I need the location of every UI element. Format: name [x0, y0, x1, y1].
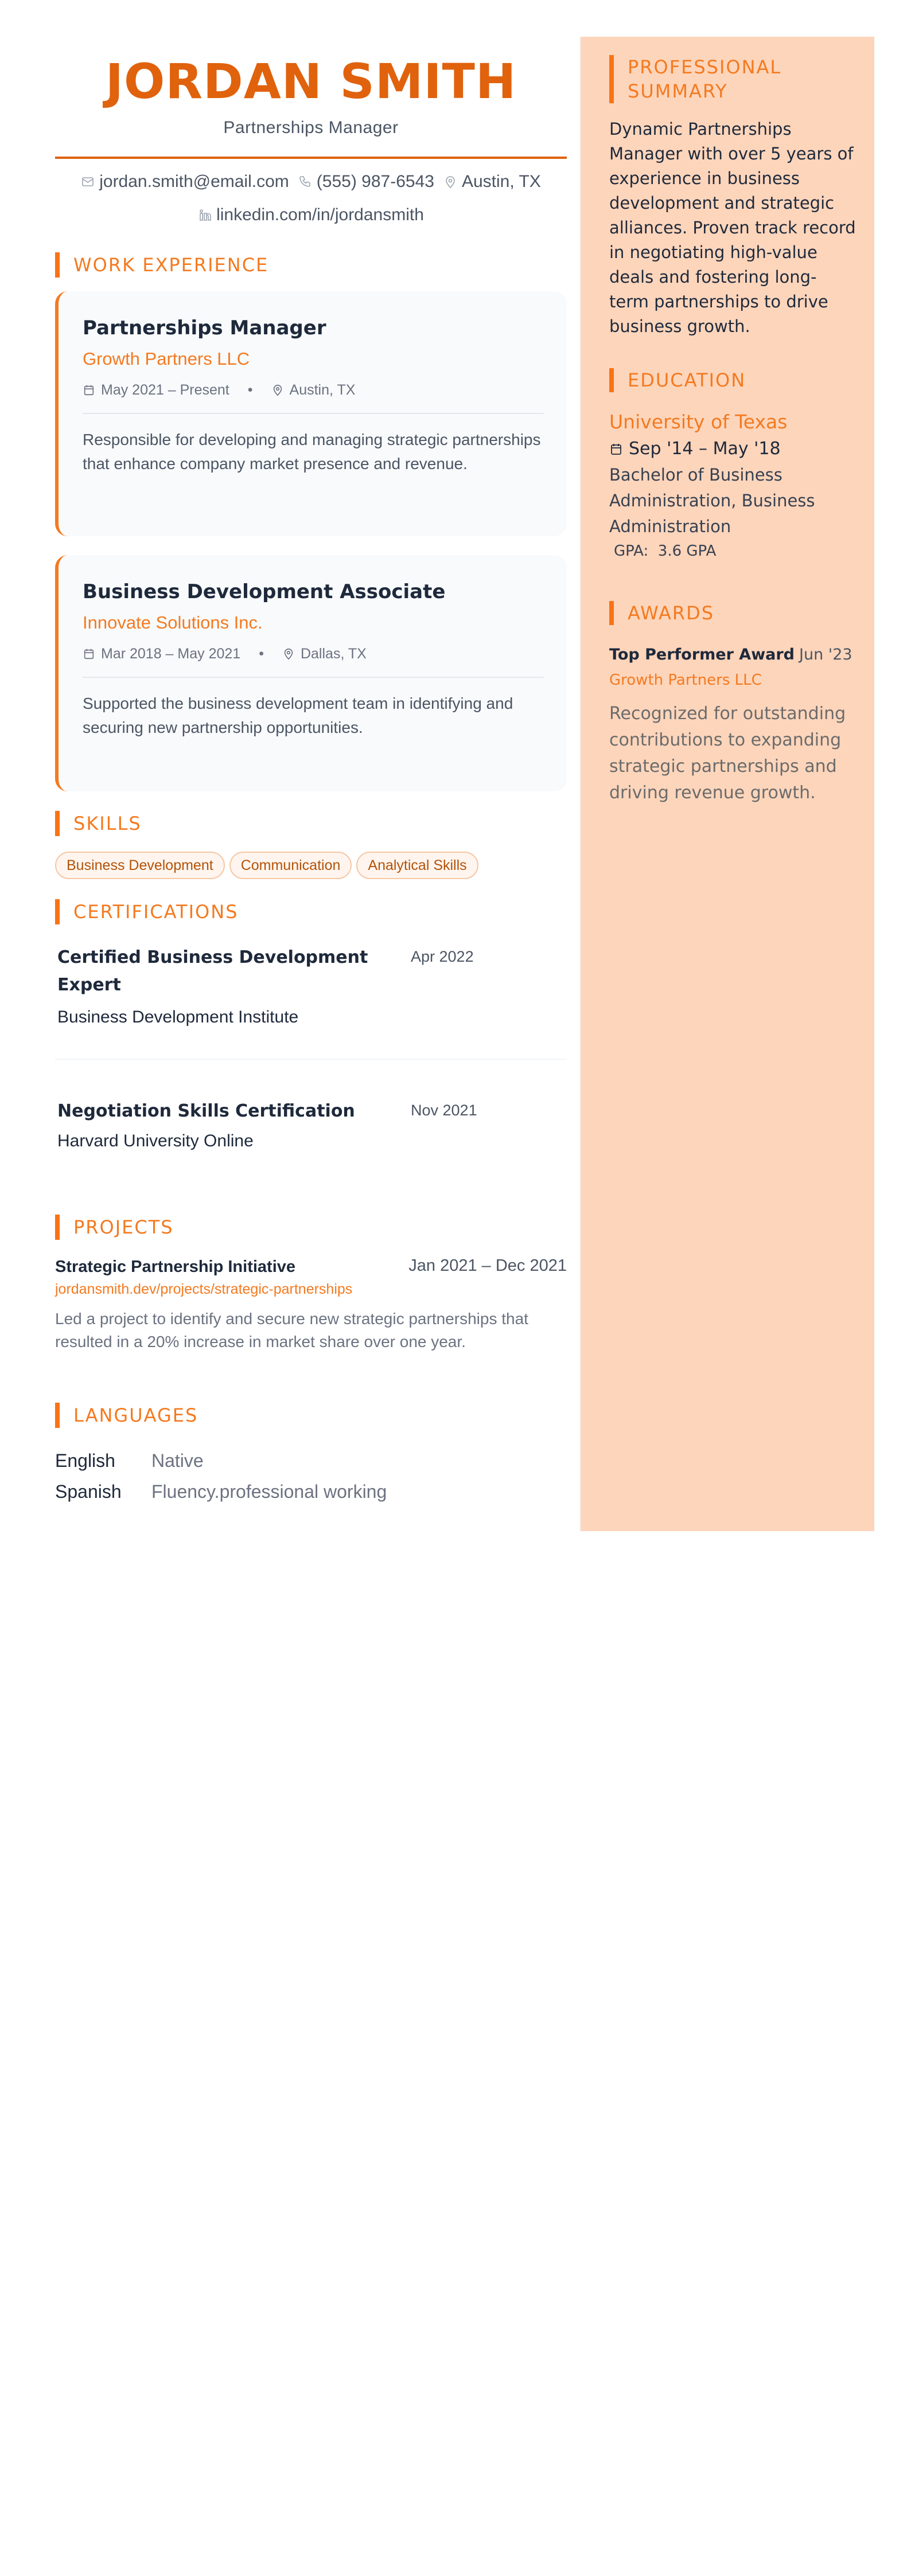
- linkedin-icon: [198, 208, 212, 222]
- section-title-cont: SUMMARY: [628, 80, 728, 102]
- project-description: Led a project to identify and secure new strategic partnerships that resulted in a 20% increase in market share over one year.: [55, 1310, 528, 1351]
- job-title: Partnerships Manager: [83, 317, 326, 339]
- section-accent-bar: [55, 252, 60, 278]
- contact-phone[interactable]: [298, 172, 434, 192]
- job-title: Business Development Associate: [83, 580, 446, 603]
- calendar-icon: [83, 647, 95, 660]
- section-heading-work-experience: [55, 252, 268, 278]
- certification-issuer: Business Development Institute: [57, 1008, 299, 1027]
- section-title: PROJECTS: [73, 1216, 174, 1238]
- section-accent-bar: [609, 368, 614, 392]
- header-divider: [55, 157, 567, 159]
- skill-tag: Business Development: [55, 852, 225, 879]
- award-organization: Growth Partners LLC: [609, 672, 762, 689]
- company-name: Growth Partners LLC: [83, 349, 250, 369]
- education-dates: Sep '14 – May '18: [629, 439, 781, 459]
- contact-row-2: [55, 205, 567, 225]
- language-level: Fluency.professional working: [151, 1481, 387, 1502]
- contact-location: [443, 172, 541, 192]
- section-title: LANGUAGES: [73, 1404, 198, 1426]
- section-title: SKILLS: [73, 813, 142, 834]
- card-divider: [83, 413, 544, 414]
- email-text: jordan.smith@email.com: [99, 172, 289, 191]
- certification-date: Nov 2021: [411, 1102, 477, 1119]
- section-heading-projects: [55, 1215, 174, 1240]
- calendar-icon: [609, 442, 623, 456]
- skill-tag: Analytical Skills: [356, 852, 478, 879]
- gpa: [609, 540, 856, 563]
- section-heading-awards: [609, 601, 714, 625]
- location-text: Austin, TX: [461, 172, 541, 191]
- candidate-name: JORDAN SMITH: [105, 53, 517, 110]
- award-header: [609, 642, 856, 668]
- language-item: [55, 1477, 387, 1506]
- certification-title: Certified Business Development Expert: [57, 947, 368, 995]
- company-name: Innovate Solutions Inc.: [83, 612, 263, 633]
- contact-linkedin[interactable]: [198, 205, 424, 225]
- job-dates: Mar 2018 – May 2021: [101, 646, 241, 662]
- project-title: Strategic Partnership Initiative: [55, 1258, 296, 1276]
- section-heading-certifications: [55, 899, 238, 924]
- certification-divider: [55, 1059, 567, 1060]
- section-accent-bar: [55, 1403, 60, 1428]
- summary-text: Dynamic Partnerships Manager with over 5 years of experience in business development and strategic alliances. Proven track record in negotiating high-value deals and fostering long-term partnerships to drive business growth.: [609, 119, 856, 336]
- map-pin-icon: [443, 175, 457, 189]
- award-title: Top Performer Award: [609, 646, 795, 663]
- job-location: Dallas, TX: [300, 646, 367, 662]
- experience-card: [55, 555, 567, 791]
- experience-card: [55, 291, 567, 536]
- language-name: Spanish: [55, 1481, 122, 1502]
- gpa-value: 3.6 GPA: [657, 542, 717, 560]
- language-name: English: [55, 1450, 115, 1471]
- section-title: EDUCATION: [628, 369, 746, 391]
- contact-row: [55, 172, 567, 192]
- certification-issuer: Harvard University Online: [57, 1131, 254, 1150]
- sidebar: [580, 37, 874, 1531]
- mail-icon: [81, 175, 95, 189]
- map-pin-icon: [282, 647, 295, 660]
- phone-text: (555) 987-6543: [316, 172, 434, 191]
- section-accent-bar: [609, 55, 614, 103]
- job-meta: [83, 642, 544, 665]
- section-title: WORK EXPERIENCE: [73, 254, 269, 276]
- section-accent-bar: [609, 601, 614, 625]
- certification-title: Negotiation Skills Certification: [57, 1101, 355, 1121]
- skill-tag: Communication: [229, 852, 352, 879]
- contact-email[interactable]: [81, 172, 289, 192]
- award-item: [609, 642, 856, 806]
- school-name: University of Texas: [609, 411, 788, 433]
- card-divider: [83, 677, 544, 678]
- project-dates: Jan 2021 – Dec 2021: [408, 1256, 567, 1275]
- section-title: CERTIFICATIONS: [73, 901, 239, 923]
- gpa-label: GPA:: [614, 542, 649, 560]
- job-meta: [83, 378, 544, 401]
- award-description: Recognized for outstanding contributions to expanding strategic partnerships and driving revenue growth.: [609, 704, 846, 803]
- language-level: Native: [151, 1450, 204, 1471]
- phone-icon: [298, 175, 312, 189]
- award-date: Jun '23: [799, 646, 852, 663]
- separator-dot: •: [247, 382, 253, 398]
- section-accent-bar: [55, 899, 60, 924]
- linkedin-text: linkedin.com/in/jordansmith: [216, 205, 424, 224]
- job-dates: May 2021 – Present: [101, 382, 229, 398]
- skills-list: [55, 852, 478, 879]
- section-heading-languages: [55, 1403, 198, 1428]
- language-item: [55, 1446, 204, 1475]
- certification-date: Apr 2022: [411, 948, 474, 965]
- candidate-headline: Partnerships Manager: [223, 118, 399, 137]
- section-title: PROFESSIONAL: [628, 56, 782, 78]
- section-accent-bar: [55, 1215, 60, 1240]
- section-accent-bar: [55, 811, 60, 836]
- section-heading-skills: [55, 811, 142, 836]
- project-link[interactable]: jordansmith.dev/projects/strategic-partnerships: [55, 1281, 353, 1297]
- section-heading-professional-summary: [609, 55, 781, 103]
- job-description: Supported the business development team in identifying and securing new partnership opportunities.: [83, 694, 513, 736]
- section-title: AWARDS: [628, 602, 715, 624]
- separator-dot: •: [259, 646, 264, 662]
- job-location: Austin, TX: [289, 382, 356, 398]
- education-dates-row: [609, 436, 856, 462]
- section-heading-education: [609, 368, 746, 392]
- job-description: Responsible for developing and managing strategic partnerships that enhance company market presence and revenue.: [83, 431, 541, 473]
- education-item: [609, 408, 856, 563]
- degree: Bachelor of Business Administration, Business Administration: [609, 465, 815, 536]
- calendar-icon: [83, 384, 95, 396]
- map-pin-icon: [271, 384, 284, 396]
